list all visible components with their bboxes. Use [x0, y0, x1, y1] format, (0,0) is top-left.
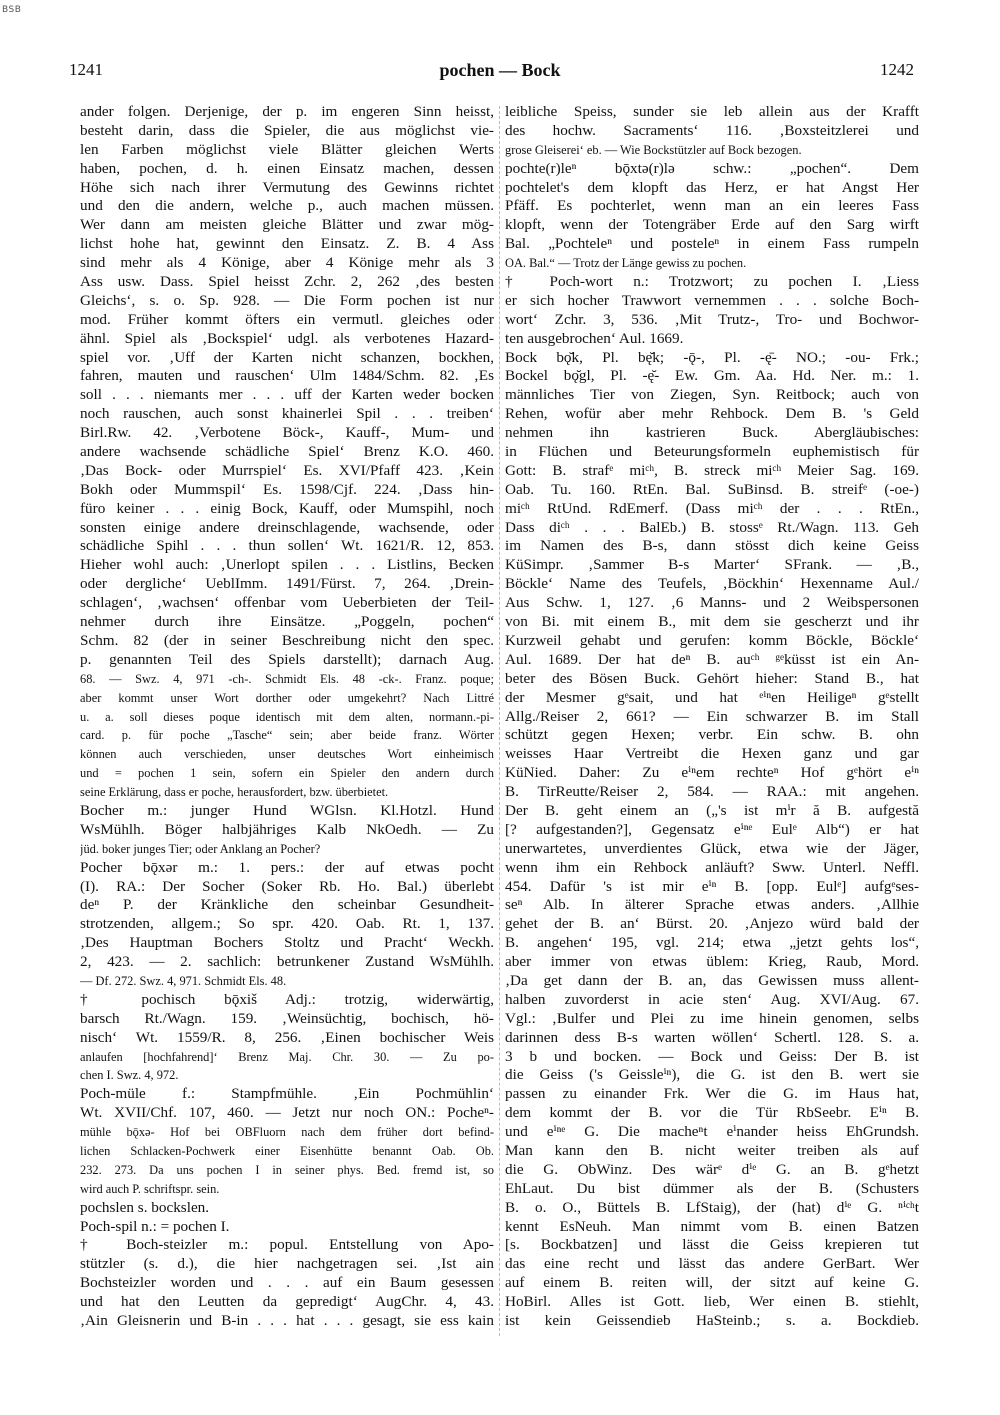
right-column-line: die Geiss ('s Geissleⁱⁿ), die G. ist den B. wert sie [505, 1066, 919, 1084]
left-column-line: spiel vor. ‚Uff der Karten nicht schanzen, bockhen, [80, 348, 494, 366]
right-column-line: die G. ObWinz. Des wärᵉ dⁱᵉ G. an B. gᵉhetzt [505, 1160, 919, 1178]
left-column-line: noch rauschen, auch sonst khainerlei Spil . . . treiben‘ [80, 405, 494, 423]
right-column-line: B. o. O., Büttels B. LfStaig), der (hat) dⁱᵉ G. ⁿⁱᶜʰt [505, 1198, 919, 1216]
left-column-line: † Boch-steizler m.: popul. Entstellung von Apo- [80, 1236, 494, 1254]
left-column-line: pochslen s. bockslen. [80, 1198, 210, 1216]
left-column-line: Wer dann am meisten gleiche Blätter und zwar mög- [80, 216, 494, 234]
right-column-line: dem kommt der B. vor die Tür RbSeebr. Eⁱⁿ B. [505, 1104, 919, 1122]
right-column-line: auf einem B. reiten will, der sitzt auf keine G. [505, 1274, 919, 1292]
column-divider [499, 106, 500, 1336]
left-column-line: Poch-müle f.: Stampfmühle. ‚Ein Pochmühlin‘ [80, 1085, 494, 1103]
right-column-line: B. angehen‘ 195, vgl. 214; etwa „jetzt gehts los“, [505, 934, 919, 952]
right-column-line: Allg./Reiser 2, 661? — Ein schwarzer B. im Stall [505, 707, 919, 725]
left-column-line: sind mehr als 4 Könige, aber 4 Könige mehr als 3 [80, 254, 494, 272]
right-column-line: † Poch-wort n.: Trotzwort; zu pochen I. ‚Liess [505, 273, 919, 291]
left-column-line: Hieher wohl auch: ‚Unerlopt spilen . . . Listlins, Becken [80, 556, 494, 574]
left-column-line: chen I. Swz. 4, 972. [80, 1068, 179, 1083]
page-number-right: 1242 [880, 60, 914, 79]
right-column-line: männliches Tier von Ziegen, Syn. Reitbock; auch von [505, 386, 919, 404]
right-column-line: Böckle‘ Name des Teufels, ‚Böckhin‘ Hexenname Aul./ [505, 575, 919, 593]
right-column-line: ‚Da get dann der B. an, das Gewissen muss allent- [505, 971, 919, 989]
left-column-line: stützler (s. d.), die hier nachgetragen sei. ‚Ist ain [80, 1255, 494, 1273]
right-column-line: Bal. „Pochteleⁿ und posteleⁿ in einem Fass rumpeln [505, 235, 919, 253]
left-column-line: WsMühlh. Böger halbjähriges Kalb NkOedh. — Zu [80, 820, 494, 838]
left-column-line: len Farben möglichst viele Blätter gleichen Werts [80, 140, 494, 158]
right-column-line: darinnen dess B-s warten wöllen‘ Schertl. 128. S. a. [505, 1028, 919, 1046]
right-column-line: schützt gegen Hexen; verbr. Ein schw. B. ohn [505, 726, 919, 744]
right-column-line: halben zuvorderst in acie sten‘ Aug. XVI/Aug. 67. [505, 990, 919, 1008]
right-column-line: HoBirl. Alles ist Gott. lieb, Wer einen B. stiehlt, [505, 1293, 919, 1311]
right-column-line: 3 b und bocken. — Bock und Geiss: Der B. ist [505, 1047, 919, 1065]
right-column-line: miᶜʰ RtUnd. RdEmerf. (Dass miᶜʰ der . . . RtEn., [505, 499, 919, 517]
right-column-line: OA. Bal.“ — Trotz der Länge gewiss zu pochen. [505, 256, 747, 271]
left-column-line: und hat den Leutten da gepredigt‘ AugChr. 4, 43. [80, 1293, 494, 1311]
right-column-line: Der B. geht einem an („'s ist mⁱr ă B. aufgestă [505, 801, 919, 819]
left-column-line: ‚Ain Gleisnerin und B-in . . . hat . . . gesagt, sie ess kain [80, 1312, 494, 1329]
left-column-line: Poch-spil n.: = pochen I. [80, 1217, 230, 1235]
right-column-line: KüSimpr. ‚Sammer B-s Marter‘ SFrank. — ‚B., [505, 556, 919, 574]
left-column-line: u. a. soll dieses poque identisch mit dem alten, normann.-pi- [80, 709, 494, 724]
left-column-line: Pocher bǭxǝr m.: 1. pers.: der auf etwas pocht [80, 858, 494, 876]
right-column-line: wort‘ Zchr. 3, 536. ‚Mit Trutz-, Tro- und Bochwor- [505, 310, 919, 328]
left-column-line: anlaufen [hochfahrend]‘ Brenz Maj. Chr. 30. — Zu po- [80, 1049, 494, 1064]
right-column-line: pochte(r)leⁿ bǭxtǝ(r)lǝ schw.: „pochen“. Dem [505, 159, 919, 177]
right-column-line: beter des Bösen Buck. Gehört hieher: Stand B., hat [505, 669, 919, 687]
right-column-line: er sich hocher Trawwort vernemmen . . . solche Boch- [505, 291, 919, 309]
left-column-line: Gleichs‘, s. o. Sp. 928. — Die Form pochen ist nur [80, 291, 494, 309]
right-column-line: Kurzweil gehabt und gerufen: komm Böckle, Böckle‘ [505, 631, 919, 649]
right-column-line: B. TirReutte/Reiser 2, 584. — RAA.: mit angehen. [505, 783, 919, 801]
left-column-line: 68. — Swz. 4, 971 -ch-. Schmidt Els. 48 -ck-. Franz. poque; [80, 671, 494, 686]
left-column-line: strotzenden, allgem.; So spr. 420. Oab. Rt. 1, 137. [80, 915, 494, 933]
left-column-line: Höhe sich nach ihrer Vermutung des Gewinns richtet [80, 178, 494, 196]
right-column-line: Man kann den B. nicht weiter treiben als auf [505, 1141, 919, 1159]
right-column-line: Dass diᶜʰ . . . BalEb.) B. stossᵉ Rt./Wagn. 113. Geh [505, 518, 919, 536]
right-column-line: grose Gleiserei‘ eb. — Wie Bockstützler auf Bock bezogen. [505, 142, 802, 157]
left-column-line: — Df. 272. Swz. 4, 971. Schmidt Els. 48. [80, 973, 287, 988]
left-column-line: ‚Das Bock- oder Murrspiel‘ Es. XVI/Pfaff 423. ‚Kein [80, 461, 494, 479]
left-column-line: haben, pochen, d. h. einen Einsatz machen, dessen [80, 159, 494, 177]
right-column-line: KüNied. Daher: Zu eⁱⁿem rechteⁿ Hof gᵉhört eⁱⁿ [505, 764, 919, 782]
left-column-line: andere wachsende schädliche Spiel‘ Brenz K.O. 460. [80, 443, 494, 461]
left-column-line: und = pochen 1 sein, sofern ein Spieler den andern durch [80, 766, 494, 781]
left-column-line: ander folgen. Derjenige, der p. im engeren Sinn heisst, [80, 103, 494, 120]
right-column-line: [s. Bockbatzen] und lässt die Geiss krepieren tut [505, 1236, 919, 1254]
left-column-line: 2, 423. — 2. sachlich: betrunkener Zustand WsMühlh. [80, 953, 494, 971]
left-column-line: nehmer durch ihre Einsätze. „Poggeln, pochen“ [80, 613, 494, 631]
left-column-line: Wt. XVII/Chf. 107, 460. — Jetzt nur noch ON.: Pocheⁿ- [80, 1104, 494, 1122]
right-column-line: Aus Schw. 1, 127. ‚6 Manns- und 2 Weibspersonen [505, 594, 919, 612]
right-column-line: aber immer von etwas üblem: Krieg, Raub, Mord. [505, 953, 919, 971]
left-column-line: soll . . . niemants mer . . . uff der Karten weder bocken [80, 386, 494, 404]
left-column-line: ‚Des Hauptman Bochers Stoltz und Pracht‘ Weckh. [80, 934, 494, 952]
right-column-line: der Mesmer gᵉsait, und hat ᵉⁱⁿen Heiligeⁿ gᵉstellt [505, 688, 919, 706]
left-column-line: p. genannten Teil des Spiels darstellt); darnach Aug. [80, 650, 494, 668]
right-column-line: Oab. Tu. 160. RtEn. Bal. SuBinsd. B. streifᵉ (-oe-) [505, 480, 919, 498]
right-column [505, 103, 919, 1331]
left-column-line: aber kommt unser Wort dorther oder umgekehrt? Nach Littré [80, 690, 494, 705]
left-column-line: deⁿ P. der Kränkliche den scheinbar Gesundheit- [80, 896, 494, 914]
left-column-line: oder dergliche‘ UeblImm. 1491/Fürst. 7, 264. ‚Drein- [80, 575, 494, 593]
right-column-line: wenn ihm ein Rehbock anläuft? Sww. Unterl. Neffl. [505, 858, 919, 876]
right-column-line: ten ausgebrochen‘ Aul. 1669. [505, 329, 684, 347]
left-column-line: Bocher m.: junger Hund WGlsn. Kl.Hotzl. Hund [80, 801, 494, 819]
left-column-line: seine Erklärung, dass er poche, herausfordert, bzw. überbietet. [80, 785, 389, 800]
page-number-left: 1241 [69, 60, 103, 79]
right-column-line: EhLaut. Du bist dümmer als der B. (Schusters [505, 1179, 919, 1197]
right-column-line: Aul. 1689. Der hat deⁿ B. auᶜʰ ᵍᵉküsst ist ein An- [505, 650, 919, 668]
left-column-line: nisch‘ Wt. 1559/R. 8, 256. ‚Einen bochischer Weis [80, 1028, 494, 1046]
right-column-line: [? aufgestanden?], Gegensatz eⁱⁿᵉ Eulᵉ Alb“) er hat [505, 820, 919, 838]
left-column-line: füro keiner . . . einig Bock, Kauff, oder Mumspihl, noch [80, 499, 494, 517]
right-column-line: leibliche Speiss, sunder sie leb allein aus der Krafft [505, 103, 919, 120]
left-column-line: jüd. boker junges Tier; oder Anklang an Pocher? [80, 841, 321, 856]
right-column-line: pochtelet's dem klopft das Herz, er hat Angst Her [505, 178, 919, 196]
right-column-line: und eⁱⁿᵉ G. Die macheⁿt eⁱnander heiss EhGrundsh. [505, 1123, 919, 1141]
left-column-line: schlagen‘, ‚wachsen‘ offenbar vom Ueberbieten der Teil- [80, 594, 494, 612]
left-column-line: barsch Rt./Wagn. 159. ‚Weinsüchtig, bochisch, hö- [80, 1009, 494, 1027]
right-column-line: passen zu einander Frk. Wer die G. im Haus hat, [505, 1085, 919, 1103]
left-column-line: sonsten einige andere dreinschlagende, wachsende, oder [80, 518, 494, 536]
right-column-line: 454. Dafür 's ist mir eⁱⁿ B. [opp. Eulᵉ] aufgᵉses- [505, 877, 919, 895]
left-column-line: und den die andern, welche p., auch machen müssen. [80, 197, 494, 215]
left-column-line: Bokh oder Mummspil‘ Es. 1598/Cjf. 224. ‚Dass hin- [80, 480, 494, 498]
left-column-line: Ass usw. Dass. Spiel heisst Zchr. 2, 262 ‚des besten [80, 273, 494, 291]
right-column-line: von Bi. mit einem B., mit dem sie gescherzt und ihr [505, 613, 919, 631]
left-column-line: besteht darin, dass die Spieler, die aus möglichst vie- [80, 121, 494, 139]
left-column-line: Schm. 82 (der in seiner Beschreibung nicht den spec. [80, 631, 494, 649]
left-column-line: wird auch P. schriftspr. sein. [80, 1181, 220, 1196]
left-column-line: Bochsteizler worden und . . . auf ein Baum gesessen [80, 1274, 494, 1292]
right-column-line: das eine recht und lässt das andere GerBart. Wer [505, 1255, 919, 1273]
left-column-line: können auch verschieden, unser deutsches Wort einheimisch [80, 747, 494, 762]
right-column-line: klopft, wenn der Totengräber Erde auf den Sarg wirft [505, 216, 919, 234]
left-column-line: lichst hohe hat, gewinnt den Einsatz. Z. B. 4 Ass [80, 235, 494, 253]
left-column-line: ähnl. Spiel als ‚Bockspiel‘ udgl. als verbotenes Hazard- [80, 329, 494, 347]
left-column-line: Birl.Rw. 42. ‚Verbotene Böck-, Kauff-, Mum- und [80, 424, 494, 442]
right-column-line: unerwartetes, unverdientes Glück, etwa wie der Jäger, [505, 839, 919, 857]
right-column-line: ist kein Geissendieb HaSteinb.; s. a. Bockdieb. [505, 1312, 919, 1329]
left-column-line: † pochisch bǭxiš Adj.: trotzig, widerwärtig, [80, 990, 494, 1008]
right-column-line: im Namen des B-s, dann stösst dich keine Geiss [505, 537, 919, 555]
library-stamp: BSB [2, 5, 22, 15]
right-column-line: Bock bǫ̆k, Pl. bę̆k; -ǭ-, Pl. -ę̄- NO.; -ou- Frk.; [505, 348, 919, 366]
left-column-line: mühle bǭxǝ- Hof bei OBFluorn nach dem früher dort befind- [80, 1125, 494, 1140]
right-column-line: Pfäff. Es pochterlet, wenn man an ein leeres Fass [505, 197, 919, 215]
left-column-line: card. p. für poche „Tasche“ sein; aber beide franz. Wörter [80, 728, 494, 743]
left-column-line: fahren, mauten und rauschen‘ Ulm 1484/Schm. 82. ‚Es [80, 367, 494, 385]
left-column-line: 232. 273. Da uns pochen I in seiner phys. Bed. fremd ist, so [80, 1162, 494, 1177]
running-title: pochen — Bock [439, 60, 561, 80]
left-column-line: lichen Schlacken-Pochwerk einer Eisenhütte benannt Oab. Ob. [80, 1143, 494, 1158]
left-column-line: mod. Früher kommt öfters ein vermutl. gleiches oder [80, 310, 494, 328]
right-column-line: Gott: B. strafᵉ miᶜʰ, B. streck miᶜʰ Meier Sag. 169. [505, 461, 919, 479]
right-column-line: Bockel bǫ̆gl, Pl. -ę̆- Ew. Gm. Aa. Hd. Ner. m.: 1. [505, 367, 919, 385]
right-column-line: seⁿ Alb. In älterer Sprache etwas anders. ‚Allhie [505, 896, 919, 914]
left-column-line: schädliche Spihl . . . thun sollen‘ Wt. 1621/R. 12, 853. [80, 537, 494, 555]
right-column-line: weisses Haar Vertreibt die Hexen ganz und gar [505, 745, 919, 763]
right-column-line: gehet der B. an‘ Bürst. 20. ‚Anjezo würd bald der [505, 915, 919, 933]
right-column-line: kennt EsNeuh. Man nimmt vom B. einen Batzen [505, 1217, 919, 1235]
left-column-line: (I). RA.: Der Socher (Soker Rb. Ho. Bal.) überlebt [80, 877, 494, 895]
right-column-line: in Flüchen und Beteurungsformeln euphemistisch für [505, 443, 919, 461]
left-column [80, 103, 494, 1331]
right-column-line: nehmen ihn kastrieren Buck. Abergläubisches: [505, 424, 919, 442]
right-column-line: des hochw. Sacraments‘ 116. ‚Boxsteitzlerei und [505, 121, 919, 139]
right-column-line: Vgl.: ‚Bulfer und Plei zu ime hinein genomen, selbs [505, 1009, 919, 1027]
right-column-line: Rehen, wofür aber mehr Rehbock. Dem B. 's Geld [505, 405, 919, 423]
